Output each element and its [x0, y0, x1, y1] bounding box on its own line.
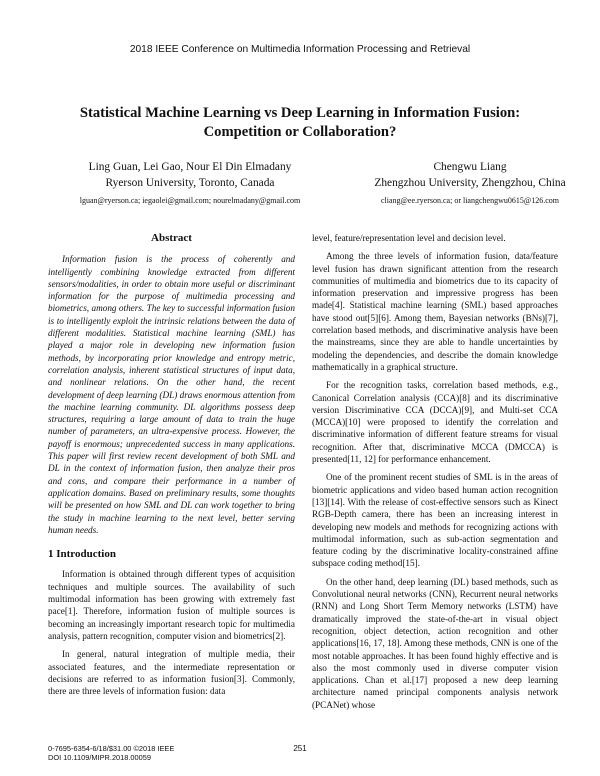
- footer-isbn: 0-7695-6354-6/18/$31.00 ©2018 IEEE: [48, 744, 175, 753]
- right-paragraph-2: For the recognition tasks, correlation based methods, e.g., Canonical Correlation analysis (CCA)[8] and its discriminative version Discriminative CCA (DCCA)[9], and Multi-set CCA (MCCA)[10] were proposed to identify the correlation and discriminative information of different feature streams for visual recognition. After that, discriminative MCCA (DMCCA) is presented[11, 12] for performance enhancement.: [312, 380, 558, 465]
- intro-paragraph-2: In general, natural integration of multiple media, their associated features, and the intermediate representation or decisions are referred to as information fusion[3]. Commonly, there are three levels of information fusion: data: [48, 649, 295, 697]
- section-heading-introduction: 1 Introduction: [48, 548, 116, 561]
- author-email-right: cliang@ee.ryerson.ca; or liangchengwu0615@126.com: [380, 196, 559, 205]
- title-line-1: Statistical Machine Learning vs Deep Learning in Information Fusion:: [79, 105, 521, 121]
- abstract-heading: Abstract: [151, 232, 192, 244]
- paper-title: [40, 104, 560, 142]
- right-column: [312, 232, 558, 717]
- abstract-text: Information fusion is the process of coherently and intelligently combining knowledge extracted from different sensors/modalities, in order to obtain more useful or discriminant information for the purpose of multimedia processing and biometrics, among others. The key to successful information fusion is to intelligently exploit the intrinsic relations between the data of different modalities. Statistical machine learning (SML) has played a major role in developing new information fusion methods, by incorporating prior knowledge and entropy metric, correlation analysis, inherent statistical structures of input data, and nonlinear relations. On the other hand, the recent development of deep learning (DL) draws enormous attention from the machine learning community. DL algorithms possess deep structures, requiring a large amount of data to train the huge number of parameters, an ultra-expensive process. However, the payoff is enormous; unprecedented success in many applications. This paper will first review recent development of both SML and DL in the context of information fusion, then analyze their pros and cons, and compare their performance in a number of application domains. Based on preliminary results, some thoughts will be presented on how SML and DL can work together to bring the study in machine learning to the next level, better serving human needs.: [48, 254, 295, 535]
- right-paragraph-4: On the other hand, deep learning (DL) based methods, such as Convolutional neural networks (CNN), Recurrent neural networks (RNN) and Long Short Term Memory networks (LSTM) have dramatically improved the state-of-the-art in visual object recognition, object detection, action recognition and other applications[16, 17, 18]. Among these methods, CNN is one of the most notable approaches. It has been found highly effective and is also the most commonly used in diverse computer vision applications. Chan et al.[17] proposed a new deep learning architecture named principal components analysis network (PCANet) whose: [312, 576, 558, 710]
- author-names-left: Ling Guan, Lei Gao, Nour El Din Elmadany: [88, 161, 292, 173]
- right-paragraph-1: Among the three levels of information fusion, data/feature level fusion has drawn significant attention from the research communities of multimedia and biometrics due to its capacity of information preservation and impressive progress has been made[4]. Statistical machine learning (SML) based approaches have stood out[5][6]. Among them, Bayesian networks (BNs)[7], correlation based methods, and discriminative analysis have been the mainstreams, since they are able to handle uncertainties by modeling the dependencies, and describe the domain knowledge mathematically in a graphical structure.: [312, 251, 558, 372]
- author-affiliation-right: Zhengzhou University, Zhengzhou, China: [374, 177, 566, 189]
- intro-paragraph-1: Information is obtained through different types of acquisition techniques and multiple sources. The availability of such multimodal information has been growing with extremely fast pace[1]. Therefore, information fusion of multiple sources is becoming an increasingly important research topic for multimedia analysis, pattern recognition, computer vision and biometrics[2].: [48, 569, 295, 641]
- author-names-right: Chengwu Liang: [433, 161, 507, 173]
- footer-doi: DOI 10.1109/MIPR.2018.00059: [48, 753, 151, 762]
- conference-header: 2018 IEEE Conference on Multimedia Information Processing and Retrieval: [129, 44, 471, 55]
- author-affiliation-left: Ryerson University, Toronto, Canada: [105, 177, 275, 189]
- author-email-left: lguan@ryerson.ca; iegaolei@gmail.com; nourelmadany@gmail.com: [79, 196, 301, 205]
- right-paragraph-0: level, feature/representation level and decision level.: [312, 233, 506, 243]
- title-line-2: Competition or Collaboration?: [203, 124, 397, 140]
- page-number: 251: [293, 744, 307, 753]
- right-paragraph-3: One of the prominent recent studies of SML is in the areas of biometric applications and video based human action recognition [13][14]. With the release of cost-effective sensors such as Kinect RGB-Depth camera, there has been an increasing interest in developing new models and methods for recognizing actions with multimodal information, such as sub-action segmentation and feature coding by the discriminative locality-constrained affine subspace coding method[15].: [312, 472, 558, 569]
- left-column: [48, 232, 295, 703]
- author-block-left: [40, 159, 340, 207]
- author-block-right: [350, 159, 590, 207]
